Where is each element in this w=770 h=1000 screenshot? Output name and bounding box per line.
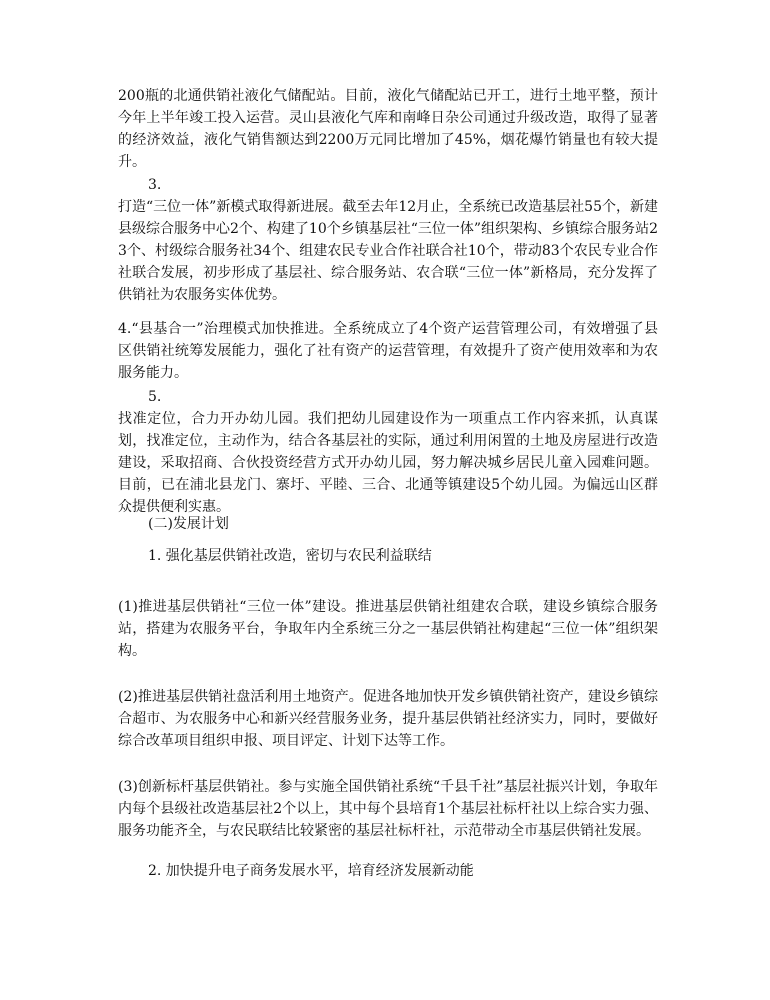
item-number-5: 5. — [148, 389, 162, 405]
paragraph-item-1: (1)推进基层供销社“三位一体”建设。推进基层供销社组建农合联，建设乡镇综合服务站，搭建为农服务平台，争取年内全系统三分之一基层供销社构建起“三位一体”组织架构。 — [118, 599, 658, 659]
paragraph-kindergarten: 找准定位，合力开办幼儿园。我们把幼儿园建设作为一项重点工作内容来抓，认真谋划，找准定位，主动作为，结合各基层社的实际，通过利用闲置的土地及房屋进行改造建设，采取招商、合伙投资经营方式开办幼儿园，努力解决城乡居民儿童入园难问题。目前，已在浦北县龙门、寨圩、平睦、三合、北通等镇建设5个幼儿园。为偏远山区群众提供便利实惠。 — [118, 411, 658, 515]
section-heading-development-plan: (二)发展计划 — [148, 516, 229, 532]
paragraph-lpg-station: 200瓶的北通供销社液化气储配站。目前，液化气储配站已开工，进行土地平整，预计今年上半年竣工投入运营。灵山县液化气库和南峰日杂公司通过升级改造，取得了显著的经济效益，液化气销售额达到2200万元同比增加了45%，烟花爆竹销量也有较大提升。 — [118, 88, 658, 170]
item-number-3: 3. — [148, 177, 162, 193]
subheading-ecommerce: 2. 加快提升电子商务发展水平，培育经济发展新动能 — [148, 863, 474, 879]
paragraph-item-2: (2)推进基层供销社盘活利用土地资产。促进各地加快开发乡镇供销社资产，建设乡镇综合超市、为农服务中心和新兴经营服务业务，提升基层供销社经济实力，同时，要做好综合改革项目组织申报、项目评定、计划下达等工作。 — [118, 689, 658, 749]
subheading-grassroots-reform: 1. 强化基层供销社改造，密切与农民利益联结 — [148, 548, 432, 564]
paragraph-item-3: (3)创新标杆基层供销社。参与实施全国供销社系统“千县千社”基层社振兴计划，争取年内每个县级社改造基层社2个以上，其中每个县培育1个基层社标杆社以上综合实力强、服务功能齐全，与农民联结比较紧密的基层社标杆社，示范带动全市基层供销社发展。 — [118, 779, 658, 839]
paragraph-three-in-one: 打造“三位一体”新模式取得新进展。截至去年12月止，全系统已改造基层社55个，新建县级综合服务中心2个、构建了10个乡镇基层社“三位一体”组织架构、乡镇综合服务站23个、村级综合服务社34个、组建农民专业合作社联合社10个，带动83个农民专业合作社联合发展，初步形成了基层社、综合服务站、农合联“三位一体”新格局，充分发挥了供销社为农服务实体优势。 — [118, 199, 658, 303]
paragraph-county-governance: 4.“县基合一”治理模式加快推进。全系统成立了4个资产运营管理公司，有效增强了县区供销社统筹发展能力，强化了社有资产的运营管理，有效提升了资产使用效率和为农服务能力。 — [118, 321, 658, 381]
